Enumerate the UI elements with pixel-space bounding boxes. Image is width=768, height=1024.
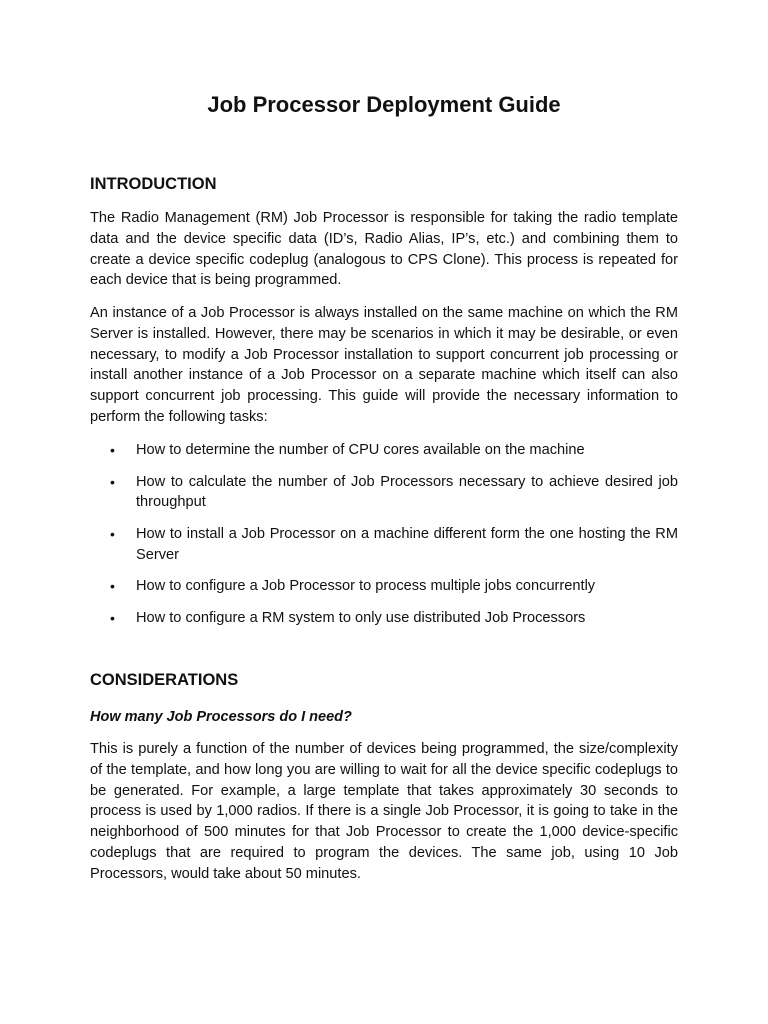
list-item xyxy=(90,440,678,461)
list-item xyxy=(90,576,678,597)
bullet-icon: • xyxy=(110,609,115,626)
list-item xyxy=(90,608,678,629)
list-item xyxy=(90,524,678,566)
list-item xyxy=(90,472,678,514)
document-title: Job Processor Deployment Guide xyxy=(207,92,561,117)
bullet-icon: • xyxy=(110,525,115,542)
list-item-text: How to configure a RM system to only use distributed Job Processors xyxy=(136,609,586,626)
bullet-icon: • xyxy=(110,473,115,490)
bullet-icon: • xyxy=(110,442,115,458)
list-item-text: How to calculate the number of Job Processors necessary to achieve desired job throughput xyxy=(136,473,678,511)
list-item-text: How to install a Job Processor on a machine different form the one hosting the RM Server xyxy=(136,525,678,563)
introduction-paragraph-1: The Radio Management (RM) Job Processor is responsible for taking the radio template data and the device specific data (ID’s, Radio Alias, IP’s, etc.) and combining them to create a device specific codeplug (analogous to CPS Clone). This process is repeated for each device that is being programmed. xyxy=(90,210,678,289)
introduction-heading: INTRODUCTION xyxy=(90,175,217,193)
considerations-heading: CONSIDERATIONS xyxy=(90,671,239,689)
introduction-paragraph-2: An instance of a Job Processor is always installed on the same machine on which the RM Server is installed. However, there may be scenarios in which it may be desirable, or even necessary, to modify a Job Processor installation to support concurrent job processing or install another instance of a Job Processor on a separate machine which itself can also support concurrent job processing. This guide will provide the necessary information to perform the following tasks: xyxy=(90,305,678,425)
task-list xyxy=(90,440,678,640)
considerations-paragraph: This is purely a function of the number of devices being programmed, the size/complexity of the template, and how long you are willing to wait for all the device specific codeplugs to be generated. For example, a large template that takes approximately 30 seconds to process is used by 1,000 radios. If there is a single Job Processor, it is going to take in the neighborhood of 500 minutes for that Job Processor to create the 1,000 device-specific codeplugs that are required to program the devices. The same job, using 10 Job Processors, would take about 50 minutes. xyxy=(90,741,678,882)
list-item-text: How to configure a Job Processor to process multiple jobs concurrently xyxy=(136,578,596,595)
list-item-text: How to determine the number of CPU cores available on the machine xyxy=(136,442,585,458)
bullet-icon: • xyxy=(110,578,115,595)
considerations-subheading: How many Job Processors do I need? xyxy=(90,709,352,725)
